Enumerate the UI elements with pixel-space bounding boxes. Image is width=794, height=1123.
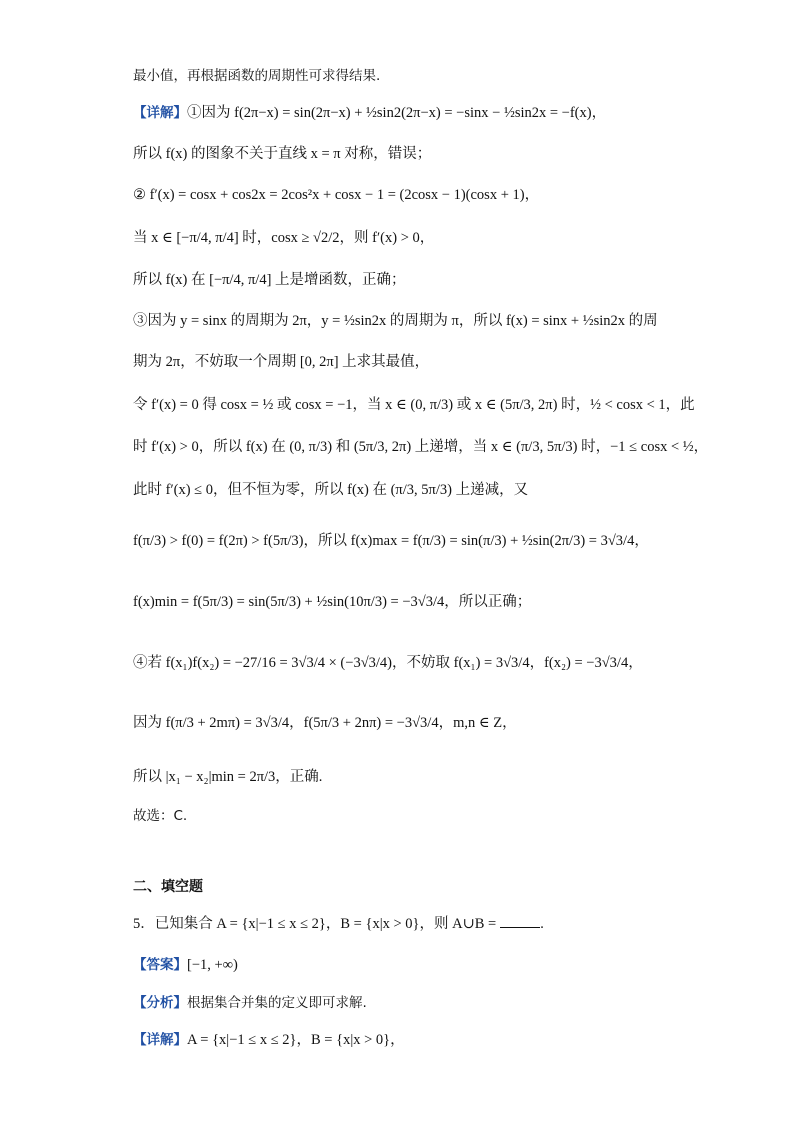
text-line: ③因为 y = sinx 的周期为 2π，y = ½sin2x 的周期为 π，所以 f(x) = sinx + ½sin2x 的周 [133,313,658,329]
text-line: 此时 f′(x) ≤ 0，但不恒为零，所以 f(x) 在 (π/3, 5π/3) 上递减，又 [133,482,529,498]
text-line: 时 f′(x) > 0，所以 f(x) 在 (0, π/3) 和 (5π/3, 2π) 上递增，当 x ∈ (π/3, 5π/3) 时，−1 ≤ cosx < ½， [133,439,709,455]
text-line: 【分析】根据集合并集的定义即可求解. [133,995,367,1011]
section-heading: 二、填空题 [133,879,203,895]
formula-line: ④若 f(x₁)f(x₂) = −27/16 = 3√3/4 × (−3√3/4)，不妨取 f(x₁) = 3√3/4，f(x₂) = −3√3/4， [133,655,643,671]
label-tag: 【详解】 [133,1032,187,1048]
text-line: 所以 f(x) 的图象不关于直线 x = π 对称，错误； [133,146,432,162]
text-line: ② f′(x) = cosx + cos2x = 2cos²x + cosx − 1 = (2cosx − 1)(cosx + 1)， [133,187,540,203]
text-line: 所以 |x₁ − x₂|min = 2π/3，正确. [133,769,323,785]
text-line: 【答案】[−1, +∞) [133,957,238,973]
label-tag: 【答案】 [133,957,187,973]
text-line: 【详解】①因为 f(2π−x) = sin(2π−x) + ½sin2(2π−x) = −sinx − ½sin2x = −f(x)， [133,105,607,121]
text-line: 最小值，再根据函数的周期性可求得结果. [133,68,381,84]
label-tag: 【分析】 [133,995,187,1011]
answer-blank [500,915,540,928]
text-line: 【详解】A = {x|−1 ≤ x ≤ 2}，B = {x|x > 0}， [133,1032,405,1048]
text-line: 期为 2π，不妨取一个周期 [0, 2π] 上求其最值， [133,354,430,370]
text-line: 当 x ∈ [−π/4, π/4] 时，cosx ≥ √2/2，则 f′(x) > 0， [133,230,435,246]
text-line: 令 f′(x) = 0 得 cosx = ½ 或 cosx = −1，当 x ∈ (0, π/3) 或 x ∈ (5π/3, 2π) 时，½ < cosx < 1，此 [133,397,695,413]
text-line: 故选：C. [133,808,188,824]
question-line: 5．已知集合 A = {x|−1 ≤ x ≤ 2}，B = {x|x > 0}，则 A∪B = . [133,916,545,932]
text-line: 所以 f(x) 在 [−π/4, π/4] 上是增函数，正确； [133,272,406,288]
label-tag: 【详解】 [133,105,187,121]
formula-line: 因为 f(π/3 + 2mπ) = 3√3/4，f(5π/3 + 2nπ) = −3√3/4，m,n ∈ Z， [133,715,517,731]
formula-line: f(x)min = f(5π/3) = sin(5π/3) + ½sin(10π/3) = −3√3/4，所以正确； [133,594,532,610]
formula-line: f(π/3) > f(0) = f(2π) > f(5π/3)，所以 f(x)max = f(π/3) = sin(π/3) + ½sin(2π/3) = 3√3/4， [133,533,649,549]
